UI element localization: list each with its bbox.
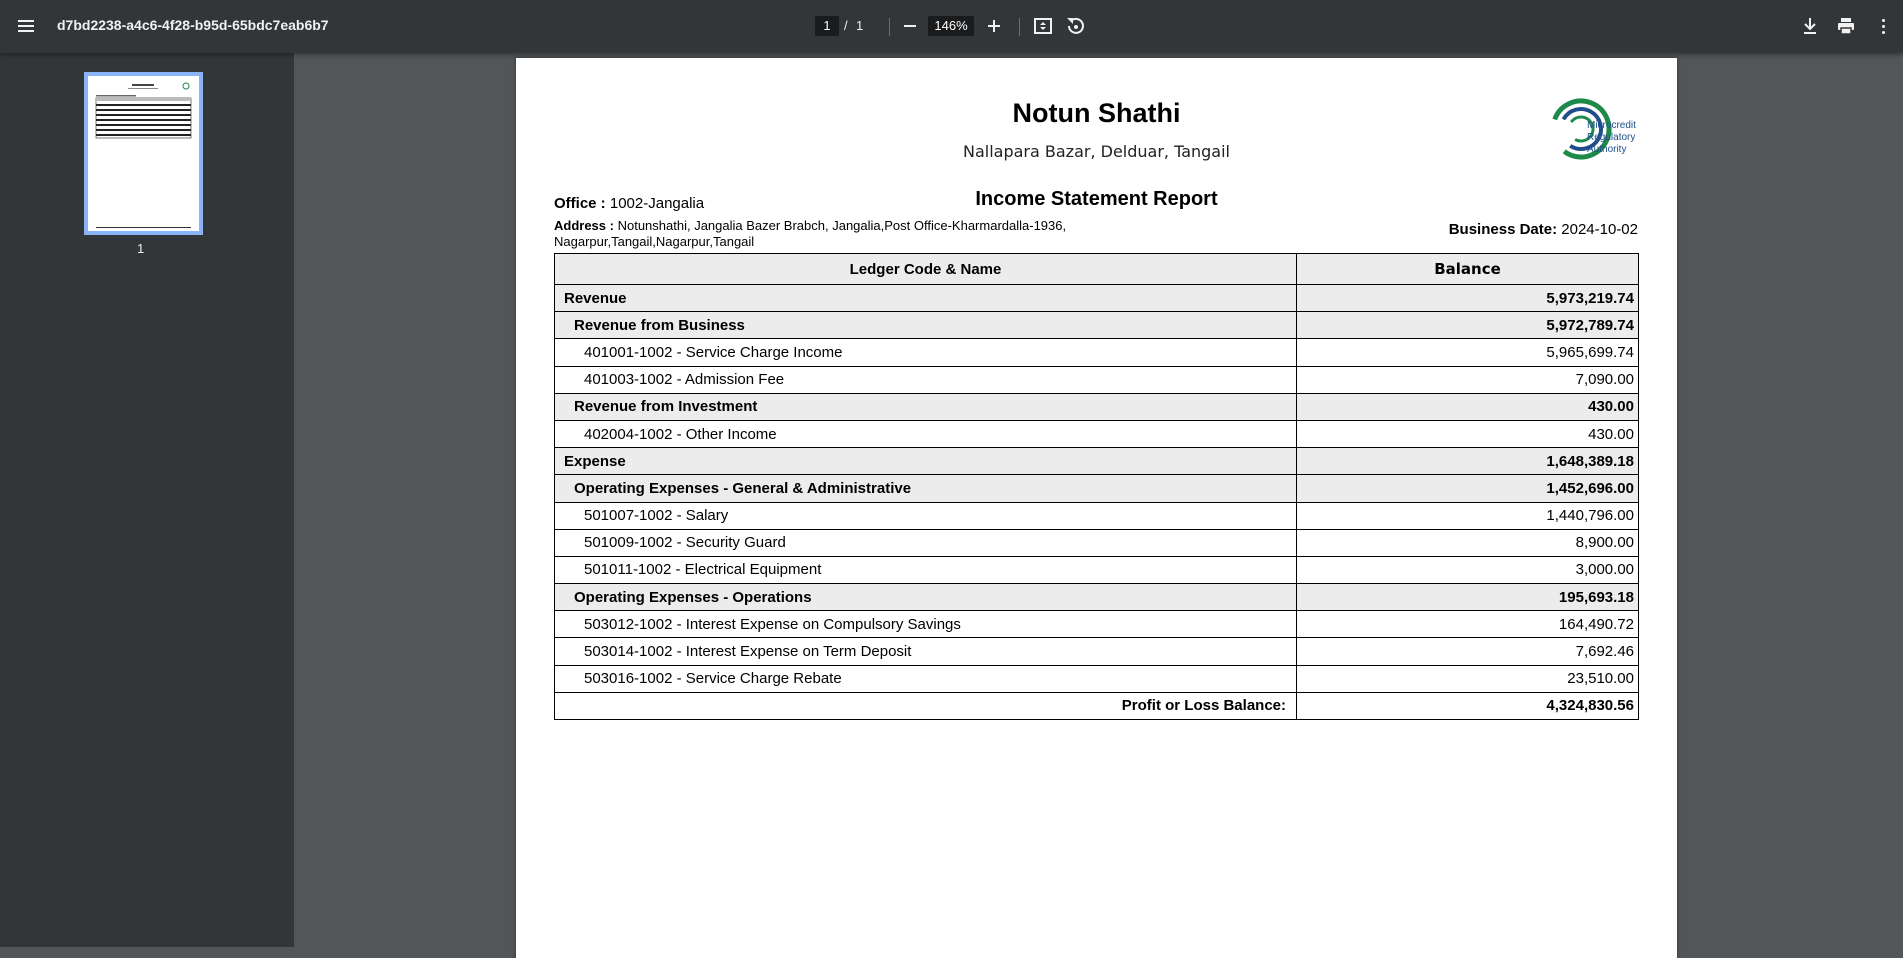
- table-row: [555, 638, 1639, 665]
- fit-page-icon[interactable]: [1031, 14, 1055, 38]
- office-label: Office :: [554, 195, 606, 212]
- table-row: [555, 420, 1639, 447]
- ledger-balance: 5,973,219.74: [1297, 285, 1639, 312]
- logo-text: Microcredit Regulatory Authority: [1587, 120, 1636, 155]
- total-amount: 4,324,830.56: [1297, 692, 1639, 719]
- col-ledger-header: Ledger Code & Name: [555, 254, 1297, 285]
- ledger-name: Revenue from Business: [555, 312, 1297, 339]
- ledger-name: 402004-1002 - Other Income: [555, 420, 1297, 447]
- table-row: [555, 312, 1639, 339]
- company-name: Notun Shathi: [1012, 98, 1181, 128]
- ledger-name: Operating Expenses - Operations: [555, 584, 1297, 611]
- rotate-icon[interactable]: [1064, 14, 1088, 38]
- office-value: 1002-Jangalia: [609, 195, 705, 212]
- address-info: [554, 218, 1154, 250]
- ledger-name: Expense: [555, 448, 1297, 475]
- toolbar-divider: [1019, 18, 1020, 36]
- ledger-name: Revenue from Investment: [555, 393, 1297, 420]
- zoom-out-icon[interactable]: [898, 14, 922, 38]
- ledger-name: Operating Expenses - General & Administrative: [555, 475, 1297, 502]
- table-header-row: [555, 254, 1639, 285]
- thumbnail-preview: [94, 82, 193, 232]
- table-row: [555, 665, 1639, 692]
- ledger-balance: 5,972,789.74: [1297, 312, 1639, 339]
- table-row: [555, 529, 1639, 556]
- office-info: [554, 195, 704, 212]
- total-label: Profit or Loss Balance:: [555, 692, 1297, 719]
- business-date: [1449, 221, 1638, 238]
- business-date-value: 2024-10-02: [1561, 221, 1638, 238]
- ledger-name: Revenue: [555, 285, 1297, 312]
- income-statement-table: [554, 253, 1639, 720]
- mra-logo: [1550, 98, 1638, 160]
- table-row: [555, 502, 1639, 529]
- ledger-balance: 23,510.00: [1297, 665, 1639, 692]
- ledger-balance: 430.00: [1297, 420, 1639, 447]
- report-title: Income Statement Report: [975, 188, 1218, 210]
- ledger-balance: 1,440,796.00: [1297, 502, 1639, 529]
- ledger-balance: 7,692.46: [1297, 638, 1639, 665]
- ledger-balance: 164,490.72: [1297, 611, 1639, 638]
- ledger-balance: 1,648,389.18: [1297, 448, 1639, 475]
- col-balance-header: Balance: [1297, 254, 1639, 285]
- zoom-level-input[interactable]: 146%: [928, 16, 974, 36]
- document-page: [516, 58, 1677, 958]
- ledger-balance: 430.00: [1297, 393, 1639, 420]
- table-row: [555, 611, 1639, 638]
- download-icon[interactable]: [1798, 14, 1822, 38]
- ledger-name: 401003-1002 - Admission Fee: [555, 366, 1297, 393]
- table-body: [555, 285, 1639, 693]
- menu-icon[interactable]: [14, 14, 38, 38]
- ledger-name: 501011-1002 - Electrical Equipment: [555, 556, 1297, 583]
- ledger-balance: 5,965,699.74: [1297, 339, 1639, 366]
- toolbar-divider: [889, 18, 890, 36]
- table-row: [555, 584, 1639, 611]
- document-title: d7bd2238-a4c6-4f28-b95d-65bdc7eab6b7: [57, 17, 329, 33]
- page-total: 1: [856, 18, 864, 33]
- table-row: [555, 339, 1639, 366]
- ledger-name: 503012-1002 - Interest Expense on Compulsory Savings: [555, 611, 1297, 638]
- thumbnail-page-label: 1: [137, 241, 145, 256]
- ledger-name: 501007-1002 - Salary: [555, 502, 1297, 529]
- table-row: [555, 366, 1639, 393]
- company-address: Nallapara Bazar, Delduar, Tangail: [962, 142, 1230, 161]
- ledger-balance: 1,452,696.00: [1297, 475, 1639, 502]
- thumbnail-sidebar: [0, 53, 294, 947]
- address-label: Address :: [554, 218, 614, 233]
- page-separator: /: [844, 18, 848, 33]
- table-row: [555, 448, 1639, 475]
- table-row: [555, 475, 1639, 502]
- total-row: [555, 692, 1639, 719]
- zoom-in-icon[interactable]: [982, 14, 1006, 38]
- business-date-label: Business Date:: [1448, 221, 1558, 238]
- ledger-balance: 8,900.00: [1297, 529, 1639, 556]
- ledger-balance: 3,000.00: [1297, 556, 1639, 583]
- pdf-toolbar: [0, 0, 1903, 53]
- table-row: [555, 285, 1639, 312]
- ledger-name: 503016-1002 - Service Charge Rebate: [555, 665, 1297, 692]
- ledger-balance: 7,090.00: [1297, 366, 1639, 393]
- page-number-input[interactable]: 1: [815, 16, 839, 36]
- page-thumbnail[interactable]: [84, 72, 203, 235]
- table-row: [555, 393, 1639, 420]
- ledger-name: 501009-1002 - Security Guard: [555, 529, 1297, 556]
- print-icon[interactable]: [1834, 14, 1858, 38]
- ledger-name: 401001-1002 - Service Charge Income: [555, 339, 1297, 366]
- ledger-balance: 195,693.18: [1297, 584, 1639, 611]
- more-icon[interactable]: [1871, 14, 1895, 38]
- ledger-name: 503014-1002 - Interest Expense on Term Deposit: [555, 638, 1297, 665]
- address-value: Notunshathi, Jangalia Bazer Brabch, Jangalia,Post Office-Kharmardalla-1936, Nagarpur,Tangail,Nagarpur,Tangail: [554, 218, 1067, 249]
- table-row: [555, 556, 1639, 583]
